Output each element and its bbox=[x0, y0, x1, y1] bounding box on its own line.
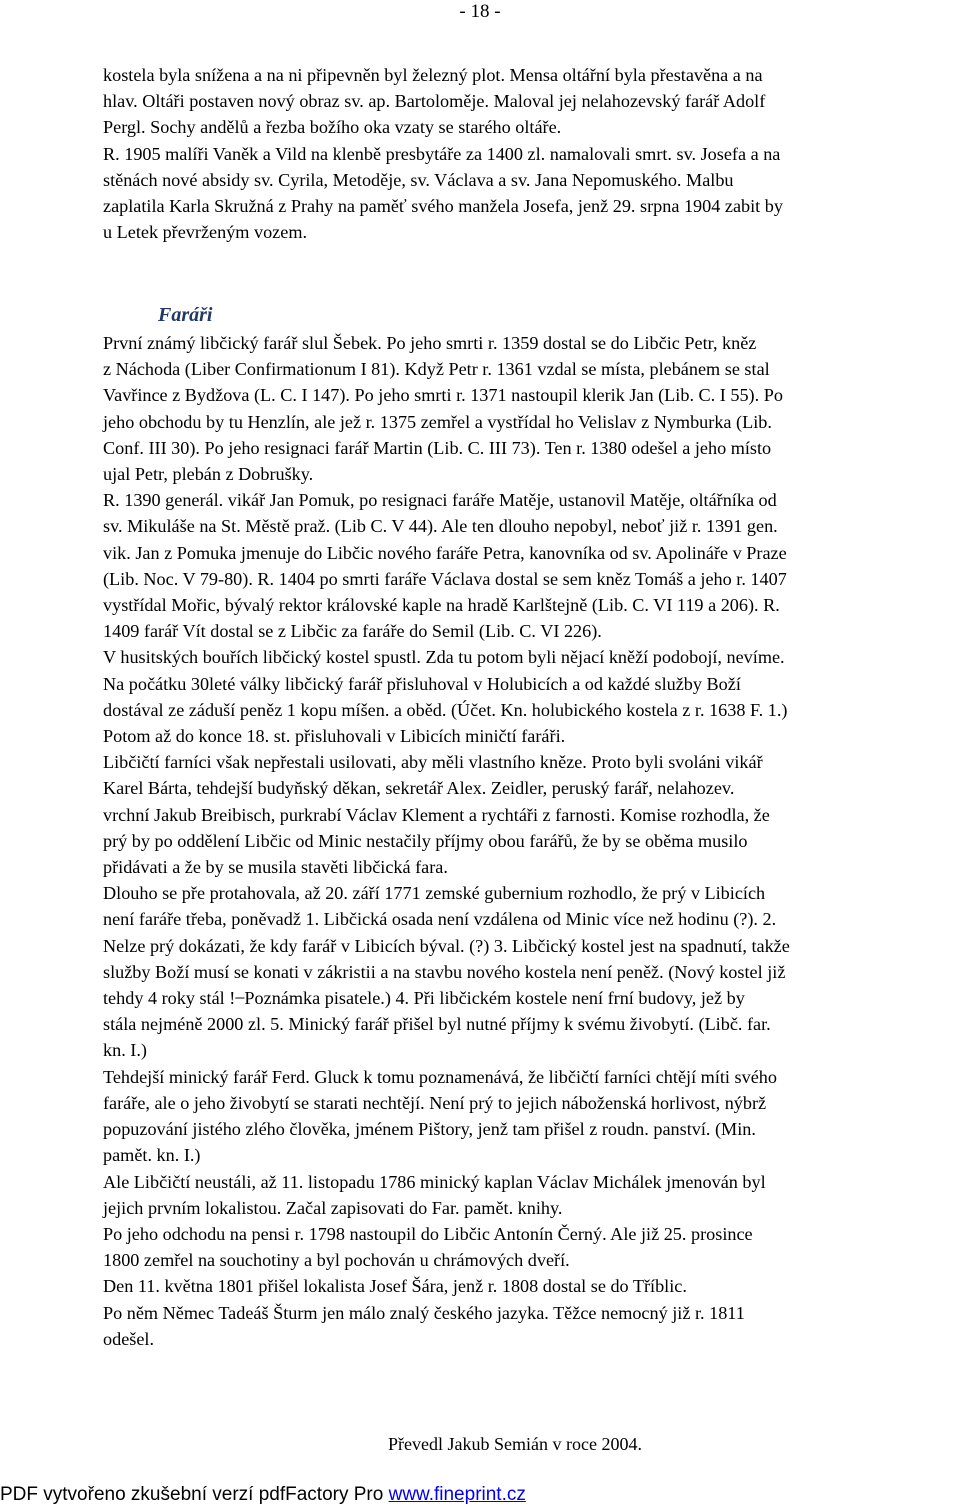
text-line: pamět. kn. I.) bbox=[103, 1145, 201, 1166]
intro-paragraph bbox=[103, 62, 955, 245]
document-body bbox=[103, 62, 955, 1349]
text-line: z Náchoda (Liber Confirmationum I 81). Když Petr r. 1361 vzdal se místa, plebánem se stal bbox=[103, 359, 770, 380]
text-line: sv. Mikuláše na St. Městě praž. (Lib C. V 44). Ale ten dlouho nepobyl, neboť již r. 1391 gen. bbox=[103, 516, 778, 537]
text-line: kn. I.) bbox=[103, 1040, 147, 1061]
text-line: Karel Bárta, tehdejší budyňský děkan, sekretář Alex. Zeidler, peruský farář, nelahozev. bbox=[103, 778, 735, 799]
text-line: tehdy 4 roky stál ! ̶ Poznámka pisatele.) 4. Při libčickém kostele není frní budovy, jež by bbox=[103, 988, 745, 1009]
pdf-watermark-footer bbox=[0, 1482, 960, 1508]
section-heading: Faráři bbox=[158, 304, 213, 326]
text-line: Potom až do konce 18. st. přisluhovali v Libicích miničtí faráři. bbox=[103, 726, 566, 747]
text-line: Den 11. května 1801 přišel lokalista Josef Šára, jenž r. 1808 dostal se do Tříblic. bbox=[103, 1276, 687, 1297]
fineprint-link[interactable]: www.fineprint.cz bbox=[388, 1484, 526, 1505]
text-line: jeho obchodu by tu Henzlín, ale jež r. 1375 zemřel a vystřídal ho Velislav z Nymburka (Lib. bbox=[103, 411, 772, 432]
text-line: 1800 zemřel na souchotiny a byl pochován u chrámových dveří. bbox=[103, 1250, 570, 1271]
text-line: faráře, ale o jeho živobytí se starati nechtějí. Není prý to jejich náboženská horlivost, nýbrž bbox=[103, 1092, 767, 1113]
text-line: popuzování jistého zlého člověka, jménem Pištory, jenž tam přišel z roudn. panství. (Min. bbox=[103, 1119, 756, 1140]
text-line: Libčičtí farníci však nepřestali usilovati, aby měli vlastního kněze. Proto byli svoláni vikář bbox=[103, 752, 763, 773]
text-line: jejich prvním lokalistou. Začal zapisovati do Far. pamět. knihy. bbox=[103, 1197, 563, 1218]
text-line: není faráře třeba, poněvadž 1. Libčická osada není vzdálena od Minic více než hodinu (?). 2. bbox=[103, 909, 777, 930]
text-line: vrchní Jakub Breibisch, purkrabí Václav Klement a rychtáři z farnosti. Komise rozhodla, že bbox=[103, 804, 770, 825]
text-line: vik. Jan z Pomuka jmenuje do Libčic nového faráře Petra, kanovníka od sv. Apolináře v Praze bbox=[103, 542, 787, 563]
pdf-footer-text: PDF vytvořeno zkušební verzí pdfFactory Pro bbox=[0, 1484, 389, 1505]
text-line: služby Boží musí se konati v zákristii a na stavbu nového kostela není peněž. (Nový kostel již bbox=[103, 961, 786, 982]
text-line: vystřídal Mořic, bývalý rektor královské kaple na hradě Karlštejně (Lib. C. VI 119 a 206). R. bbox=[103, 595, 780, 616]
text-line: u Letek převrženým vozem. bbox=[103, 222, 308, 243]
text-line: Po jeho odchodu na pensi r. 1798 nastoupil do Libčic Antonín Černý. Ale již 25. prosince bbox=[103, 1223, 753, 1244]
text-line: R. 1905 malíři Vaněk a Vild na klenbě presbytáře za 1400 zl. namalovali smrt. sv. Josefa a na bbox=[103, 143, 781, 164]
text-line: přidávati a že by se musila stavěti libčická fara. bbox=[103, 857, 448, 878]
text-line: odešel. bbox=[103, 1328, 155, 1349]
text-line: Na počátku 30leté války libčický farář přisluhoval v Holubicích a od každé služby Boží bbox=[103, 673, 741, 694]
text-line: Nelze prý dokázati, že kdy farář v Libicích býval. (?) 3. Libčický kostel jest na spadnutí, takže bbox=[103, 935, 790, 956]
text-line: stála nejméně 2000 zl. 5. Minický farář přišel byl nutné příjmy k svému živobytí. (Libč. far. bbox=[103, 1014, 771, 1035]
text-line: V husitských bouřích libčický kostel spustl. Zda tu potom byli nějací kněží podobojí, nevíme. bbox=[103, 647, 785, 668]
text-line: Ale Libčičtí neustáli, až 11. listopadu 1786 minický kaplan Václav Michálek jmenován byl bbox=[103, 1171, 766, 1192]
text-line: prý by po oddělení Libčic od Minic nestačily příjmy obou farářů, že by se oběma musilo bbox=[103, 830, 748, 851]
text-line: Vavřince z Bydžova (L. C. I 147). Po jeho smrti r. 1371 nastoupil klerik Jan (Lib. C. I 55). Po bbox=[103, 385, 783, 406]
text-line: hlav. Oltáři postaven nový obraz sv. ap. Bartoloměje. Maloval jej nelahozevský farář Adolf bbox=[103, 91, 766, 112]
text-line: R. 1390 generál. vikář Jan Pomuk, po resignaci faráře Matěje, ustanovil Matěje, oltářníka od bbox=[103, 490, 777, 511]
text-line: Pergl. Sochy andělů a řezba božího oka vzaty se starého oltáře. bbox=[103, 117, 562, 138]
text-line: zaplatila Karla Skružná z Prahy na paměť svého manžela Josefa, jenž 29. srpna 1904 zabit by bbox=[103, 196, 783, 217]
text-line: kostela byla snížena a na ni připevněn byl železný plot. Mensa oltářní byla přestavěna a na bbox=[103, 65, 763, 85]
text-line: 1409 farář Vít dostal se z Libčic za faráře do Semil (Lib. C. VI 226). bbox=[103, 621, 602, 642]
text-line: Po něm Němec Tadeáš Šturm jen málo znalý českého jazyka. Těžce nemocný již r. 1811 bbox=[103, 1302, 745, 1323]
text-line: První známý libčický farář slul Šebek. Po jeho smrti r. 1359 dostal se do Libčic Petr, kněz bbox=[103, 333, 757, 353]
text-line: Dlouho se pře protahovala, až 20. září 1771 zemské gubernium rozhodlo, že prý v Libicích bbox=[103, 883, 766, 904]
text-line: ujal Petr, plebán z Dobrušky. bbox=[103, 464, 314, 485]
text-line: dostával ze záduší peněz 1 kopu míšen. a oběd. (Účet. Kn. holubického kostela z r. 1638 F. 1.) bbox=[103, 699, 788, 720]
page-number: - 18 - bbox=[459, 1, 501, 22]
text-line: Conf. III 30). Po jeho resignaci farář Martin (Lib. C. III 73). Ten r. 1380 odešel a jeho místo bbox=[103, 437, 772, 458]
parish-priests-text bbox=[103, 330, 790, 1352]
transcription-credit: Převedl Jakub Semián v roce 2004. bbox=[388, 1434, 642, 1454]
text-line: (Lib. Noc. V 79-80). R. 1404 po smrti faráře Václava dostal se sem kněz Tomáš a jeho r. 1407 bbox=[103, 568, 787, 589]
text-line: stěnách nové absidy sv. Cyrila, Metoděje, sv. Václava a sv. Jana Nepomuského. Malbu bbox=[103, 169, 734, 190]
text-line: Tehdejší minický farář Ferd. Gluck k tomu poznamenává, že libčičtí farníci chtějí míti svého bbox=[103, 1066, 777, 1087]
